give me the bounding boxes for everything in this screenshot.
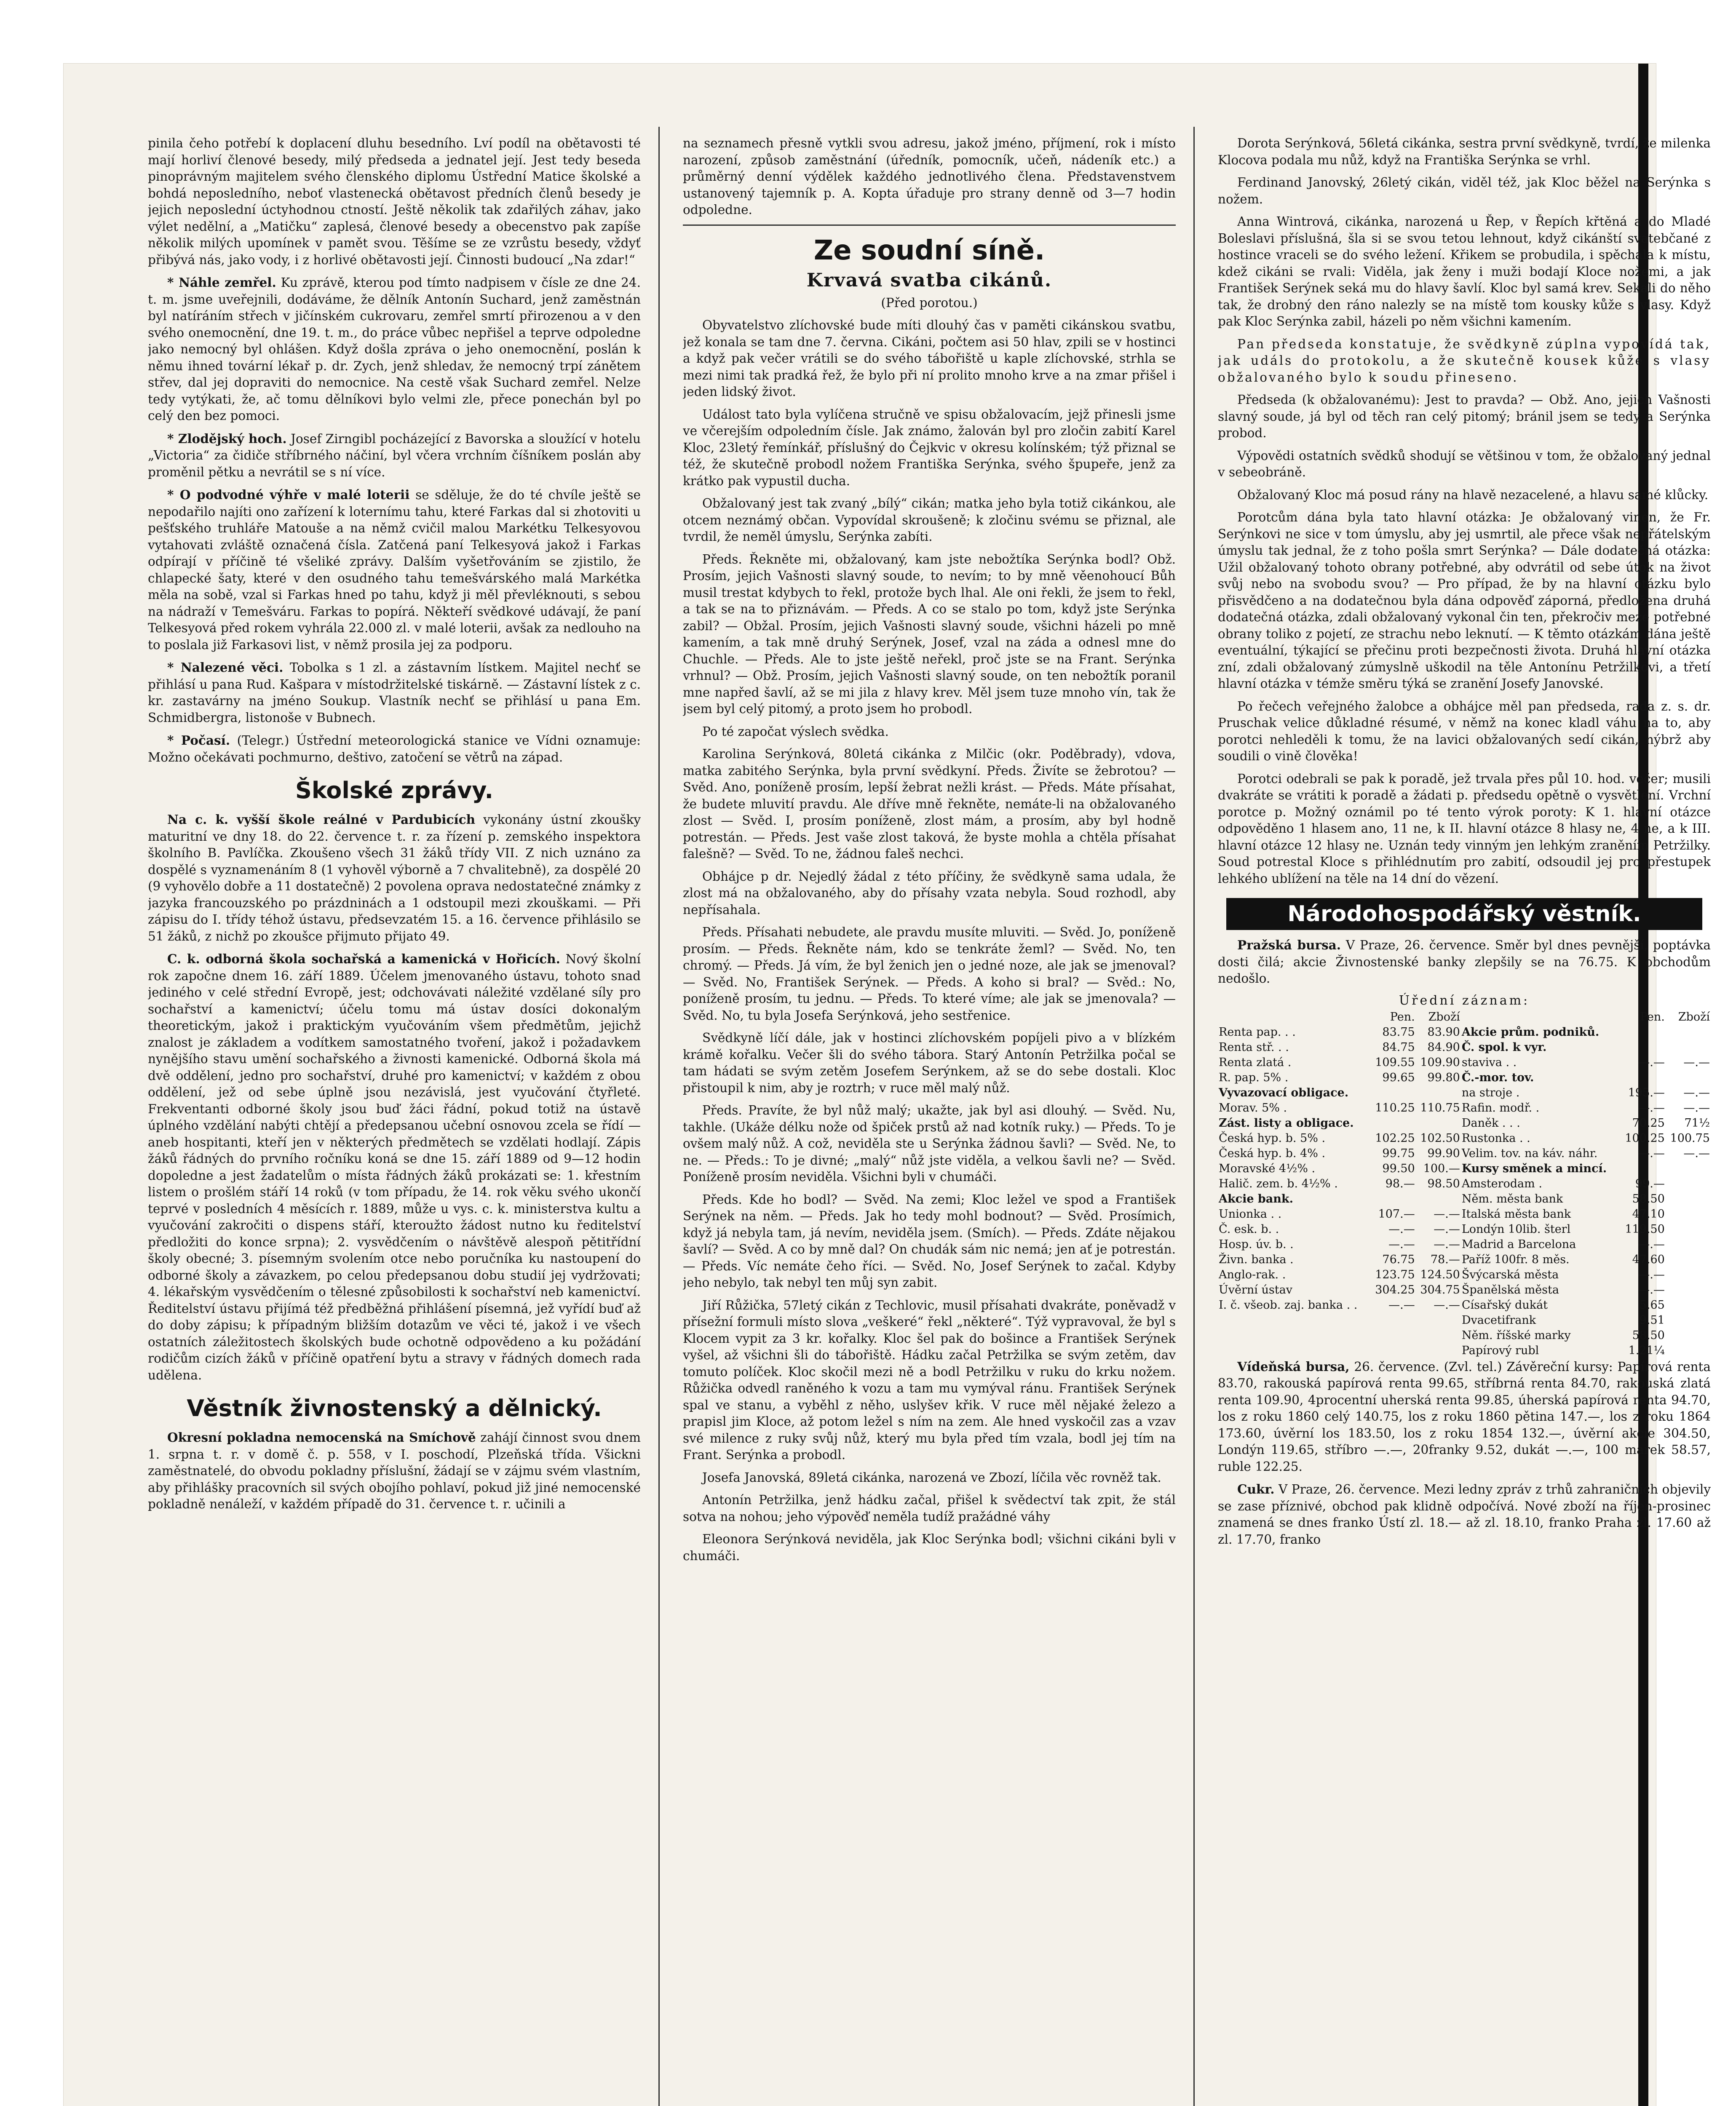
paragraph: Předs. Kde ho bodl? — Svěd. Na zemi; Kloc ležel ve spod a František Serýnek na něm. — Předs. Jak ho tedy mohl bodnout? — Svěd. Prosímich, když já nebyla tam, já nevím, neviděla jsem. (Smích). — Předs. Zdáte nějakou šavlí? — Svěd. A co by mně dal? On chudák sám nic nemá; jen ať je potrestán. — Předs. Víc nemáte čeho říci. — Svěd. No, Josef Serýnek to začal. Kdyby jeho nebylo, tak nebyl ten můj syn zabit. [683,1192,1176,1290]
paragraph: Po řečech veřejného žalobce a obhájce měl pan předseda, rada z. s. dr. Pruschak velice důkladné résumé, v němž na konec kladl váhu na to, aby porotci nehleděli k tomu, že na lavici obžalovaných sedí cikán, nýbrž aby soudili o vině člověka! [1218,699,1711,763]
column-rule [658,127,660,2106]
table-cell: —.— [1638,1237,1665,1251]
table-cell [1416,1343,1461,1358]
table-row [1218,1207,1711,1222]
paragraph: Obžalovaný jest tak zvaný „bílý“ cikán; matka jeho byla totiž cikánkou, ale otcem neznámý občan. Vypovídal skroušeně; k zločinu svému se přiznal, ale tvrdil, že neměl úmyslu, Serýnka zabíti. [683,496,1176,544]
column-header: Pen. [1390,1010,1415,1024]
news-item [148,486,641,653]
paragraph: na seznamech přesně vytkli svou adresu, jakož jméno, příjmení, rok i místo narození, způsob zaměstnání (úředník, pomocník, učeň, nádeník etc.) a průměrný denní výdělek každého jednotlivého člena. Představenstvem ustanovený tajemník p. A. Kopta úřaduje pro strany denně od 3—7 hodin odpoledne. [683,136,1176,217]
news-item [148,1429,641,1513]
item-heading: * Počasí. [167,733,230,748]
item-heading: * O podvodné výhře v malé loterii [167,487,410,502]
table-cell: Renta zlatá . [1219,1056,1292,1069]
table-cell: Císařský dukát [1461,1298,1548,1312]
table-cell: Renta stř. . . [1219,1040,1289,1054]
table-cell: Rafin. modř. . [1461,1101,1540,1114]
table-row [1218,1116,1711,1131]
item-text: 26. července. (Zvl. tel.) Závěreční kursy: Papírová renta 83.70, rakouská papírová renta 99.65, stříbrná renta 84.70, rakouská zlatá renta 109.90, 4procentní uherská renta 99.85, úherská papírová renta 94.70, los z roku 1860 celý 140.75, los z roku 1860 pětina 147.—, los z roku 1864 173.60, úvěrní los 183.50, los z roku 1854 132.—, úvěrní akcie 304.50, Londýn 119.65, stříbro —.—, 20franky 9.52, dukát —.—, 100 marek 58.57, ruble 122.25. [1218,1359,1711,1474]
table-cell: —.— [1388,1237,1415,1251]
table-cell: 5.65 [1639,1298,1665,1312]
section-heading-trade: Věstník živnostenský a dělnický. [187,1395,602,1422]
table-cell: 99.80 [1427,1071,1460,1084]
table-cell [1666,1192,1711,1207]
table-row [1218,1161,1711,1176]
news-item [148,811,641,945]
table-cell: Č.-mor. tov. [1461,1071,1534,1084]
table-cell: —.— [1683,1056,1710,1069]
table-cell: Madrid a Barcelona [1461,1237,1576,1251]
table-cell: 304.75 [1420,1283,1460,1296]
table-cell: R. pap. 5% . [1219,1071,1289,1084]
table-cell: I. č. všeob. zaj. banka . . [1219,1298,1358,1312]
item-text: Nový školní rok započne dnem 16. září 1889. Účelem jmenovaného ústavu, tohoto snad jediného v celé střední Evropě, jest; odchovávati náležité vzdělané síly pro sochařství a kamenictví; účelu tomu má ústav dosíci dokonalým theoretickým, jakož i praktickým vyučováním všem předmětům, jejichž znalost je základem a vodítkem samostatného tvoření, jakož i požadavkem nynějšího stavu umění sochařského a živnosti kamenické. Odborná škola má dvě oddělení, jedno pro sochařství, druhé pro kamenictví; v každém z obou oddělení, jež od sebe úplně jsou nezávislá, jest vyučování čtyřleté. Frekventanti odborné školy jsou buď žáci řádní, pokud totiž na ústavě úplného vzdělání nabýti chtějí a předepsanou učební osnovou zcela se řídí — aneb hospitanti, kteří jen v některých předmětech se vzdělati hodlají. Zápis žáků řádných do prvního ročníku koná se dne 15. září 1889 od 9—12 hodin dopoledne a jest žadatelům o místa řádných žáků prokázati se: 1. křestním listem o prošlém stáří 14 roků (v tom případu, že 14. rok věku svého ukončí teprvé v posledních 4 měsících r. 1889, může u vys. c. k. ministerstva kultu a vyučování zakročiti o dispens stáří, kteroužto žádost nutno ku ředitelství předložiti do konce srpna); 2. vysvědčením o návštěvě alespoň pětitřídní školy obecné; 3. písemným svolením otce nebo poručníka ku nastoupení do odborné školy a závazkem, po celou předepsanou dobu studií jej vydržovati; 4. lékařským vysvědčením o tělesné způsobilosti k sochařství neb kamenictví. Ředitelství ústavu přijímá též předběžná přihlášení písemná, jež vyřídí buď až do doby zápisu; k případným bližším dotazům ve věci té, jakož i ve všech ostatních záležitostech školských bude ochotně odpovědeno a ku požádání rodičům cizích žáků v příčině opatření bytu a stravy v řádných domech rada udělena. [148,952,641,1382]
table-cell [1666,1298,1711,1313]
table-cell: —.— [1434,1207,1460,1221]
item-text: zahájí činnost svou dnem 1. srpna t. r. v domě č. p. 558, v I. poschodí, Plzeňská třída. Všickni zaměstnatelé, do obvodu pokladny příslušní, žádají se v zájmu svém vlastním, aby přihlášky pracovních sil svých obojího pohlaví, pokud již jiné nemocenské pokladně nenáleží, v každém případě do 31. července t. r. učinili a [148,1430,641,1511]
table-cell: 9.51 [1639,1313,1665,1327]
table-cell [1371,1313,1416,1328]
table-cell: —.— [1683,1101,1710,1114]
table-cell: 78.— [1430,1253,1460,1266]
item-heading: Okresní pokladna nemocenská na Smíchově [167,1430,476,1445]
table-cell: 107.— [1378,1207,1415,1221]
table-row [1218,1131,1711,1146]
table-cell: —.— [1638,1147,1665,1160]
table-cell: 119.50 [1625,1222,1665,1236]
table-row [1218,1222,1711,1237]
table-cell: —.— [1638,1101,1665,1114]
item-heading: * Zlodějský hoch. [167,431,287,446]
column-1 [148,135,641,2106]
table-cell: 47.60 [1632,1253,1665,1266]
table-cell: Česká hyp. b. 4% . [1219,1147,1326,1160]
table-cell: 84.75 [1382,1040,1415,1054]
item-heading: * Náhle zemřel. [167,275,276,290]
item-text: V Praze, 26. července. Mezi ledny zpráv z trhů zahraničních objevily se zase příznivé, obchod pak klidně odpočívá. Nové zboží na říjen-prosinec znamená se dnes franko Ústí zl. 18.— až zl. 18.10, franko Praha zl. 17.60 až zl. 17.70, franko [1218,1482,1711,1547]
news-item [148,659,641,726]
paragraph: Antonín Petržilka, jenž hádku začal, přišel k svědectví tak zpit, že stál sotva na nohou; jeho výpověď neměla tudíž pražádné váhy [683,1493,1176,1524]
table-cell: —.— [1683,1147,1710,1160]
table-row [1218,1101,1711,1116]
table-header-row [1218,1010,1711,1025]
paragraph: Jiří Růžička, 57letý cikán z Techlovic, musil přísahati dvakráte, poněvadž v přísežní formuli místo slova „veškeré“ řekl „některé“. Týž vypravoval, že byl s Klocem vypit za 3 kr. kořalky. Kloc šel pak do bošince a František Serýnek vyšel, až všichni šli do tábořiště. Hádku začal Petržilka se svým zetěm, dav tomuto políček. Kloc skočil mezi ně a bodl Petržilku v ruku do krku nožem. Růžička odvedl raněného k vozu a tam mu vymýval ránu. František Serýnek spal ve stanu, a vyběhl z něho, uslyšev křik. V ruce měl nějaké železo a prapisl jim Kloce, až potom ležel s ním na zem. Ale hned vyskočil zas a vzav své milence z ruky svůj nůž, který mu byla před tím vzala, bodl jej tím na Frant. Serýnka a probodl. [683,1298,1176,1462]
table-cell: —.— [1388,1222,1415,1236]
paragraph: Výpovědi ostatních svědků shodují se většinou v tom, že obžalovaný jednal v sebeobráně. [1218,448,1711,479]
table-cell: Dvacetifrank [1461,1313,1536,1327]
table-cell: 304.25 [1375,1283,1415,1296]
table-cell: 109.90 [1420,1056,1460,1069]
paragraph: Předs. Přísahati nebudete, ale pravdu musíte mluviti. — Svěd. Jo, poníženě prosím. — Předs. Řekněte nám, kdo se tenkráte žeml? — Svěd. No, ten chromý. — Předs. Já vím, že byl ženich jen o jedné noze, ale jak se jmenoval? — Svěd. No, František Serýnek. — Předs. A koho si bral? — Svěd.: No, poníženě prosím, tu jednu. — Předs. To které víme; ale jak se jmenovala? — Svěd. No, tu byla Josefa Serýnková, jeho sestřenice. [683,925,1176,1023]
table-row [1218,1176,1711,1192]
article-subtitle: (Před porotou.) [881,295,978,310]
table-cell [1666,1328,1711,1343]
item-heading: Pražská bursa. [1237,938,1341,952]
column-header: Zboží [1428,1010,1460,1024]
table-row [1218,1192,1711,1207]
table-cell [1666,1207,1711,1222]
table-cell: 195.— [1628,1086,1665,1099]
column-header: Pen. [1640,1010,1665,1024]
paragraph: Předs. Řekněte mi, obžalovaný, kam jste nebožtíka Serýnka bodl? Obž. Prosím, jejich Vašnosti slavný soude, to nevím; to by mně věenohoucí Bůh musil trestat kdybych to řekl, protože bych lhal. Ale oni řekli, že jsem to řekl, a tak se na to přiznávám. — Předs. A co se stalo po tom, když jste Serýnka zabil? — Obžal. Prosím, jejich Vašnosti slavný soude, všichni házeli po mně kamením, a tak mně druhý Serýnek, Josef, vzal na záda a odnesl mne do Chuchle. — Předs. Ale to jste ještě neřekl, proč jste se na Frant. Serýnka vrhnul? — Obž. Prosím, jejich Vašnosti slavný soude, on ten nebožtík poranil mne napřed šavlí, až se mi jila z hlavy krev. Měl jsem tuze mnoho vín, tak že jsem byl celý pitomý, a proto jsem ho probodl. [683,552,1176,716]
paragraph: Porotcům dána byla tato hlavní otázka: Je obžalovaný vinen, že Fr. Serýnkovi ne sice v tom úmyslu, aby jej usmrtil, ale přece však nepřátelským úmyslu tak jednal, že z toho pošla smrt Serýnka? — Dále dodatečná otázka: Užil obžalovaný tohoto obrany potřebné, aby odvrátil od sebe útok na život svůj nebo na svobodu svou? — Pro případ, že by na hlavní otázku bylo přisvědčeno a na dodatečnou byla dána odpověď záporná, předložena druhá dodatečná otázka, zdali obžalovaný vykonal čin ten, překročiv meze potřebné obrany toliko z pojetí, ze strachu nebo leknutí. — K těmto otázkám dána ještě eventuální, týkající se přečinu proti bezpečnosti života. Druhá hlavní otázka zní, zdali obžalovaný zúmyslně uškodil na těle Antonínu Petržilkovi, a třetí hlavní otázka v témže směru týká se zranění Josefy Janovské. [1218,510,1711,691]
paragraph: Předseda (k obžalovanému): Jest to pravda? — Obž. Ano, jejich Vašnosti slavný soude, já byl od těch ran celý pitomý; bránil jsem se tedy a Serýnka probod. [1218,393,1711,440]
column-header: Zboží [1678,1010,1710,1024]
table-cell: 123.75 [1375,1268,1415,1281]
table-row [1218,1313,1711,1328]
item-heading: Cukr. [1237,1482,1275,1497]
paragraph: Obyvatelstvo zlíchovské bude míti dlouhý čas v paměti cikánskou svatbu, jež konala se tam dne 7. června. Cikáni, počtem asi 50 hlav, zpili se v hostinci a když pak večer vrátili se do svého tábořiště u kaple zlíchovské, strhla se mezi nimi tak pradká řež, že bylo při ní prolito mnoho krve a na zmar přišel i jeden lidský život. [683,318,1176,399]
table-cell: Daněk . . . [1461,1116,1520,1130]
table-cell: Papírový rubl [1461,1344,1539,1357]
table-cell: Hosp. úv. b. . [1219,1237,1294,1251]
table-cell: 71½ [1684,1116,1710,1130]
table-cell: Živn. banka . [1219,1253,1294,1266]
table-cell: 99.50 [1382,1162,1415,1175]
table-row [1218,1298,1711,1313]
table-cell: —.— [1434,1222,1460,1236]
table-cell [1666,1252,1711,1267]
table-cell [1621,1025,1666,1040]
paragraph: Obžalovaný Kloc má posud rány na hlavě nezacelené, a hlavu samé klůcky. [1237,487,1709,502]
table-cell: Moravské 4½% . [1219,1162,1316,1175]
section-heading-court: Ze soudní síně. [813,235,1045,266]
paragraph: Pan předseda konstatuje, že svědkyně zúplna vypovídá tak, jak událs do protokolu, a že skutečně kousek kůže s vlasy obžalovaného bylo k soudu přineseno. [1218,337,1711,385]
table-cell [1666,1343,1711,1358]
item-text: V Praze, 26. července. Směr byl dnes pevnější, poptávka dosti čilá; akcie Živnostenské banky zlepšily se na 76.75. K obchodům nedošlo. [1218,938,1711,986]
table-cell: 58.50 [1632,1192,1665,1205]
table-cell [1371,1085,1416,1101]
item-text: se sděluje, že do té chvíle ještě se nepodařilo najíti ono zařízení k loternímu tahu, které Farkas dal si zhotoviti u pešťského truhláře Matouše a na němž cvičil malou Markétku Telkesyovou vytahovati zvláště označená čísla. Zatčená paní Telkesyová jakož i Farkas odpírají v příčině té všeliké zprávy. Dalším vyšetřováním se zjistilo, že chlapecké šaty, které v den osudného tahu temešvárského malá Markétka měla na sobě, vzal si Farkas hned po tahu, když ji měl převléknouti, s sebou na nádraží v Temešváru. Farkas to popírá. Někteří svědkové udávají, že paní Telkesyová před rokem vyhrála 22.000 zl. v malé loterii, avšak za nedlouho na to poslala již Farkasovi list, v němž prosila jej za podporu. [148,488,641,652]
table-cell: 99.90 [1427,1147,1460,1160]
table-row [1218,1237,1711,1252]
table-row [1218,1252,1711,1267]
table-cell [1218,1328,1371,1343]
table-cell: Londýn 10lib. šterl [1461,1222,1571,1236]
paragraph: Porotci odebrali se pak k poradě, jež trvala přes půl 10. hod. večer; musili dvakráte se vrátiti k poradě a žádati p. předsedu opětně o vysvětlení. Vrchní porotce p. Možný oznámil po té tento výrok poroty: K 1. hlavní otázce odpověděno 1 hlasem ano, 11 ne, k II. hlavní otázce 8 hlasy ne, 4 ne, a k III. hlavní otázce 12 hlasy ne. Uznán tedy vinným jen lehkým zraněním Petržilky. Soud potrestal Kloce s přihlédnutím pro zabití, odsoudil jej pro přestupek lehkého ublížení na těle na 14 dní do vězení. [1218,771,1711,886]
table-row [1218,1328,1711,1343]
table-cell: Česká hyp. b. 5% . [1219,1131,1326,1145]
table-cell: 47.10 [1632,1207,1665,1221]
news-item [148,274,641,425]
table-cell: —.— [1388,1298,1415,1312]
table-cell: 84.90 [1427,1040,1460,1054]
table-cell: 98.— [1385,1177,1415,1190]
section-banner-economy: Národohospodářský věstník. [1226,898,1702,930]
item-text: (Telegr.) Ústřední meteorologická stanice ve Vídni oznamuje: Možno očekávati pochmurno, deštivo, zatočení se větrů na západ. [148,733,641,764]
table-cell: 110.75 [1420,1101,1460,1114]
table-cell [1666,1176,1711,1192]
table-cell: Rustonka . . [1461,1131,1530,1145]
table-body [1218,1025,1711,1358]
table-row [1218,1085,1711,1101]
table-cell [1666,1222,1711,1237]
news-item [148,951,641,1384]
table-cell: Španělská města [1461,1283,1559,1296]
divider [683,224,1176,226]
item-heading: Vídeňská bursa, [1237,1359,1350,1374]
table-cell [1218,1343,1371,1358]
table-cell [1666,1161,1711,1176]
table-cell: Vyvazovací obligace. [1219,1086,1349,1099]
table-cell: 83.90 [1427,1025,1460,1039]
paragraph: Předs. Pravíte, že byl nůž malý; ukažte, jak byl asi dlouhý. — Svěd. Nu, takhle. (Ukáže délku nože od špiček prstů až nad kotník ruky.) — Předs. To je ovšem malý nůž. A což, neviděla ste u Serýnka žádnou šavli? — Svěd. Ne, to ne. — Předs.: To je divné; „malý“ nůž jste viděla, a velkou šavli ne? — Svěd. Poníženě prosím neviděla. Všichni byli v chumáči. [683,1103,1176,1184]
item-text: vykonány ústní zkoušky maturitní ve dny 18. do 22. července t. r. za řízení p. zemského inspektora školního B. Pavlíčka. Zkoušeno všech 31 žáků třídy VII. Z nich uznáno za dospělé s vyznamenáním 8 (1 vyhověl výborně a 7 chvalitebně), za dospělé 20 (9 vyhovělo dobře a 11 dostatečně) 2 povolena oprava nedostatečné známky z jazyka francouzského po prázdninách a 1 odstoupil mezi zkouškami. — Při zápisu do I. třídy téhož ústavu, předsevzatém 15. a 16. července přihlásilo se 51 žáků, z nichž po zkoušce přijmuto přijato 49. [148,812,641,943]
table-cell: Akcie prům. podniků. [1461,1025,1600,1039]
item-heading: * Nalezené věci. [167,660,284,675]
table-cell: Paříž 100fr. 8 měs. [1461,1253,1570,1266]
table-cell: 99.— [1635,1177,1665,1190]
table-cell: Renta pap. . . [1219,1025,1296,1039]
table-cell [1666,1313,1711,1328]
paragraph: Svědkyně líčí dále, jak v hostinci zlíchovském popíjeli pivo a v blízkém krámě kořalku. Večer šli do svého tábora. Starý Antonín Petržilka počal se tam hádati se svým zetěm Josefem Serýnkem, až se do sebe dostali. Kloc přistoupil k nim, aby je roztrh; v ruce měl malý nůž. [683,1031,1176,1095]
item-text: Tobolka s 1 zl. a zástavním lístkem. Majitel nechť se přihlásí u pana Rud. Kašpara v místodržitelské tiskárně. — Zástavní lístek z c. kr. zastavárny na jméno Soukup. Vlastník nechť se přihlásí u pana Em. Schmidbergra, listonoše v Bubnech. [148,660,641,725]
table-cell: Švýcarská města [1461,1268,1559,1281]
exchange-rates-table [1218,1010,1711,1358]
table-cell: 102.25 [1375,1131,1415,1145]
table-cell [1371,1328,1416,1343]
paragraph: Eleonora Serýnková neviděla, jak Kloc Serýnka bodl; všichni cikáni byli v chumáči. [683,1532,1176,1563]
table-cell: Něm. města bank [1461,1192,1563,1205]
table-cell [1218,1313,1371,1328]
table-cell: Č. esk. b. . [1219,1222,1279,1236]
news-item [1218,1358,1711,1475]
paragraph: Anna Wintrová, cikánka, narozená u Řep, v Řepích křtěná a do Mladé Boleslavi příslušná, šla si se svou tetou lehnout, když cikánští svatebčané z hostince vraceli se do svého ležení. Křikem se probudila, i spěchala k místu, kdež cikáni se rvali: Viděla, jak ženy i muži bodají Kloce nožemi, a jak František Serýnek seká mu do hlavy šavlí. Kloc byl samá krev. Sekali do něho tak, že drobný den ráno nalezly se na místě tom kousky kůže s vlasy. Když pak Kloc Serýnka zabil, házeli po něm všichni kamením. [1218,214,1711,329]
table-cell: 1.21¼ [1628,1344,1665,1357]
table-row [1218,1025,1711,1040]
table-cell: 124.50 [1420,1268,1460,1281]
paragraph: Josefa Janovská, 89letá cikánka, narozená ve Zbozí, líčila věc rovněž tak. [702,1470,1161,1485]
paragraph: Dorota Serýnková, 56letá cikánka, sestra první svědkyně, tvrdí, že milenka Klocova podala mu nůž, když na Františka Serýnka se vrhl. [1218,136,1711,167]
paragraph: pinila čeho potřebí k doplacení dluhu besedního. Lví podíl na obětavosti té mají horliví členové besedy, milý předseda a jednatel její. Jest tedy beseda pinoprávným majitelem svého členského diplomu Ústřední Matice školské a bohdá neposledního, neboť vlastenecká obětavost předních členů besedy je jejich neposlední úctyhodnou ctností. Ještě několik tak zdařilých záhav, jako výlet nedělní, a „Matičku“ zaplesá, členové besedy a obecenstvo pak zapíše několik milých upomínek v pamět svou. Těšíme se ze vzrůstu besedy, vždyť přibývá nás, jako vody, i z horlivé obětavosti její. Činnosti budoucí „Na zdar!“ [148,136,641,267]
table-cell: 70.25 [1632,1116,1665,1130]
table-row [1218,1055,1711,1070]
table-row [1218,1343,1711,1358]
table-cell: Něm. říšské marky [1461,1328,1571,1342]
item-heading: Na c. k. vyšší škole reálné v Pardubicích [167,812,476,827]
column-3 [1218,135,1711,2106]
table-cell: —.— [1683,1086,1710,1099]
table-cell [1416,1085,1461,1101]
table-cell [1666,1267,1711,1283]
table-cell [1371,1343,1416,1358]
table-cell: 76.75 [1382,1253,1415,1266]
paragraph: Ferdinand Janovský, 26letý cikán, viděl též, jak Kloc běžel na Serýnka s nožem. [1218,175,1711,206]
table-cell: —.— [1434,1237,1460,1251]
table-cell: Italská města bank [1461,1207,1571,1221]
table-cell [1416,1313,1461,1328]
table-cell [1416,1328,1461,1343]
table-cell [1666,1237,1711,1252]
table-title: Úřední záznam: [1399,993,1530,1008]
table-cell: 110.25 [1375,1101,1415,1114]
table-cell [1416,1116,1461,1131]
table-cell: Úvěrní ústav [1219,1283,1292,1296]
table-cell: Kursy směnek a mincí. [1461,1162,1607,1175]
table-row [1218,1283,1711,1298]
table-cell: Morav. 5% . [1219,1101,1287,1114]
table-cell: Halič. zem. b. 4½% . [1219,1177,1338,1190]
table-cell: 99.75 [1382,1147,1415,1160]
item-heading: C. k. odborná škola sochařská a kamenická v Hořicích. [167,951,560,966]
table-cell: —.— [1434,1298,1460,1312]
table-row [1218,1267,1711,1283]
item-text: Josef Zirngibl pocházející z Bavorska a sloužící v hotelu „Victoria“ za čidiče stříbrného náčiní, byl včera vrchním číšníkem poslán aby proměnil pětku a nevrátil se s ní více. [148,431,641,479]
table-cell: —.— [1638,1268,1665,1281]
table-cell [1371,1192,1416,1207]
table-cell: 99.65 [1382,1071,1415,1084]
news-item [1218,1481,1711,1548]
table-cell: na stroje . [1461,1086,1520,1099]
table-row [1218,1146,1711,1161]
paragraph: Obhájce p dr. Nejedlý žádal z této příčiny, že svědkyně sama udala, že zlost má na obžalovaného, aby do přísahy vzata nebyla. Soud rozhodl, aby nepřísahala. [683,869,1176,917]
table-cell: Unionka . . [1219,1207,1282,1221]
paragraph: Událost tato byla vylíčena stručně ve spisu obžalovacím, jejž přinesli jsme ve včerejším odpoledním čísle. Jak známo, žalován byl pro zločin zabití Karel Kloc, 23letý řemínkář, příslušný do Čejkvic v okresu kolínském; týž přiznal se též, že skutečně probodl nožem Františka Serýnka, svého špupeře, jenž za krátko pak vypustil ducha. [683,407,1176,488]
article-title: Krvavá svatba cikánů. [806,269,1052,291]
table-cell: Amsterodam . [1461,1177,1542,1190]
table-cell [1621,1070,1666,1085]
table-row [1218,1070,1711,1085]
table-cell: staviva . . [1461,1056,1517,1069]
column-2 [683,135,1176,2106]
table-cell: 100.25 [1625,1131,1665,1145]
table-cell [1416,1192,1461,1207]
item-text: Ku zprávě, kterou pod tímto nadpisem v čísle ze dne 24. t. m. jsme uveřejnili, dodáváme, že dělník Antonín Suchard, jenž zaměstnán byl natíráním střech v jičínském cukrovaru, zemřel smrtí přirozenou a v den svého onemocnění, dne 19. t. m., do práce vůbec nepřišel a teprve odpoledne jako nemocný byl ohlášen. Když došla zpráva o jeho onemocnění, poslán k němu ihned tovární lékař p. dr. Zych, jenž shledav, že nemocný trpí zánětem střev, dal jej dopraviti do nemocnice. Na cestě však Suchard zemřel. Nelze tedy vytýkati, že, ač tomu dělníkovi bylo velmi zle, přece ponechán byl po celý den bez pomoci. [148,275,641,423]
table-cell: Zást. listy a obligace. [1219,1116,1354,1130]
newspaper-page [63,63,1711,2106]
paragraph: Karolina Serýnková, 80letá cikánka z Milčic (okr. Poděbrady), vdova, matka zabitého Serýnka, byla první svědkyní. Předs. Živíte se žebrotou? — Svěd. Ano, poníženě prosím, lepší žebrat nežli krást. — Předs. Máte přísahat, že budete mluvití pravdu. Ale dříve mně řekněte, nemáte-li na obžalovaného zlost — Svěd. I, prosím poníženě, zlost mám, a prosím, aby byl hodně potrestán. — Předs. Jest vaše zlost taková, že byste mohla a chtěla přísahat falešně? — Svěd. To ne, žádnou faleš nechci. [683,747,1176,861]
table-cell: 83.75 [1382,1025,1415,1039]
paragraph: Po té započat výslech svědka. [702,724,889,739]
table-cell: 98.50 [1427,1177,1460,1190]
news-item [148,732,641,766]
table-cell: 100.— [1423,1162,1460,1175]
table-cell: Č. spol. k vyr. [1461,1040,1547,1054]
table-cell: —.— [1638,1056,1665,1069]
table-cell: 100.75 [1670,1131,1710,1145]
table-cell [1666,1283,1711,1298]
table-cell [1666,1070,1711,1085]
table-cell [1621,1040,1666,1055]
news-item [1218,937,1711,987]
table-cell: 102.50 [1420,1131,1460,1145]
table-cell: Akcie bank. [1219,1192,1294,1205]
table-cell: 58.50 [1632,1328,1665,1342]
table-cell: Anglo-rak. . [1219,1268,1286,1281]
table-cell [1666,1025,1711,1040]
table-cell [1666,1040,1711,1055]
table-cell: 109.55 [1375,1056,1415,1069]
table-cell: Velim. tov. na káv. náhr. [1461,1147,1598,1160]
column-rule [1193,127,1195,2106]
table-cell [1621,1161,1666,1176]
table-cell: —.— [1638,1283,1665,1296]
news-item [148,430,641,481]
section-heading-school: Školské zprávy. [295,777,494,804]
table-cell [1371,1116,1416,1131]
table-row [1218,1040,1711,1055]
